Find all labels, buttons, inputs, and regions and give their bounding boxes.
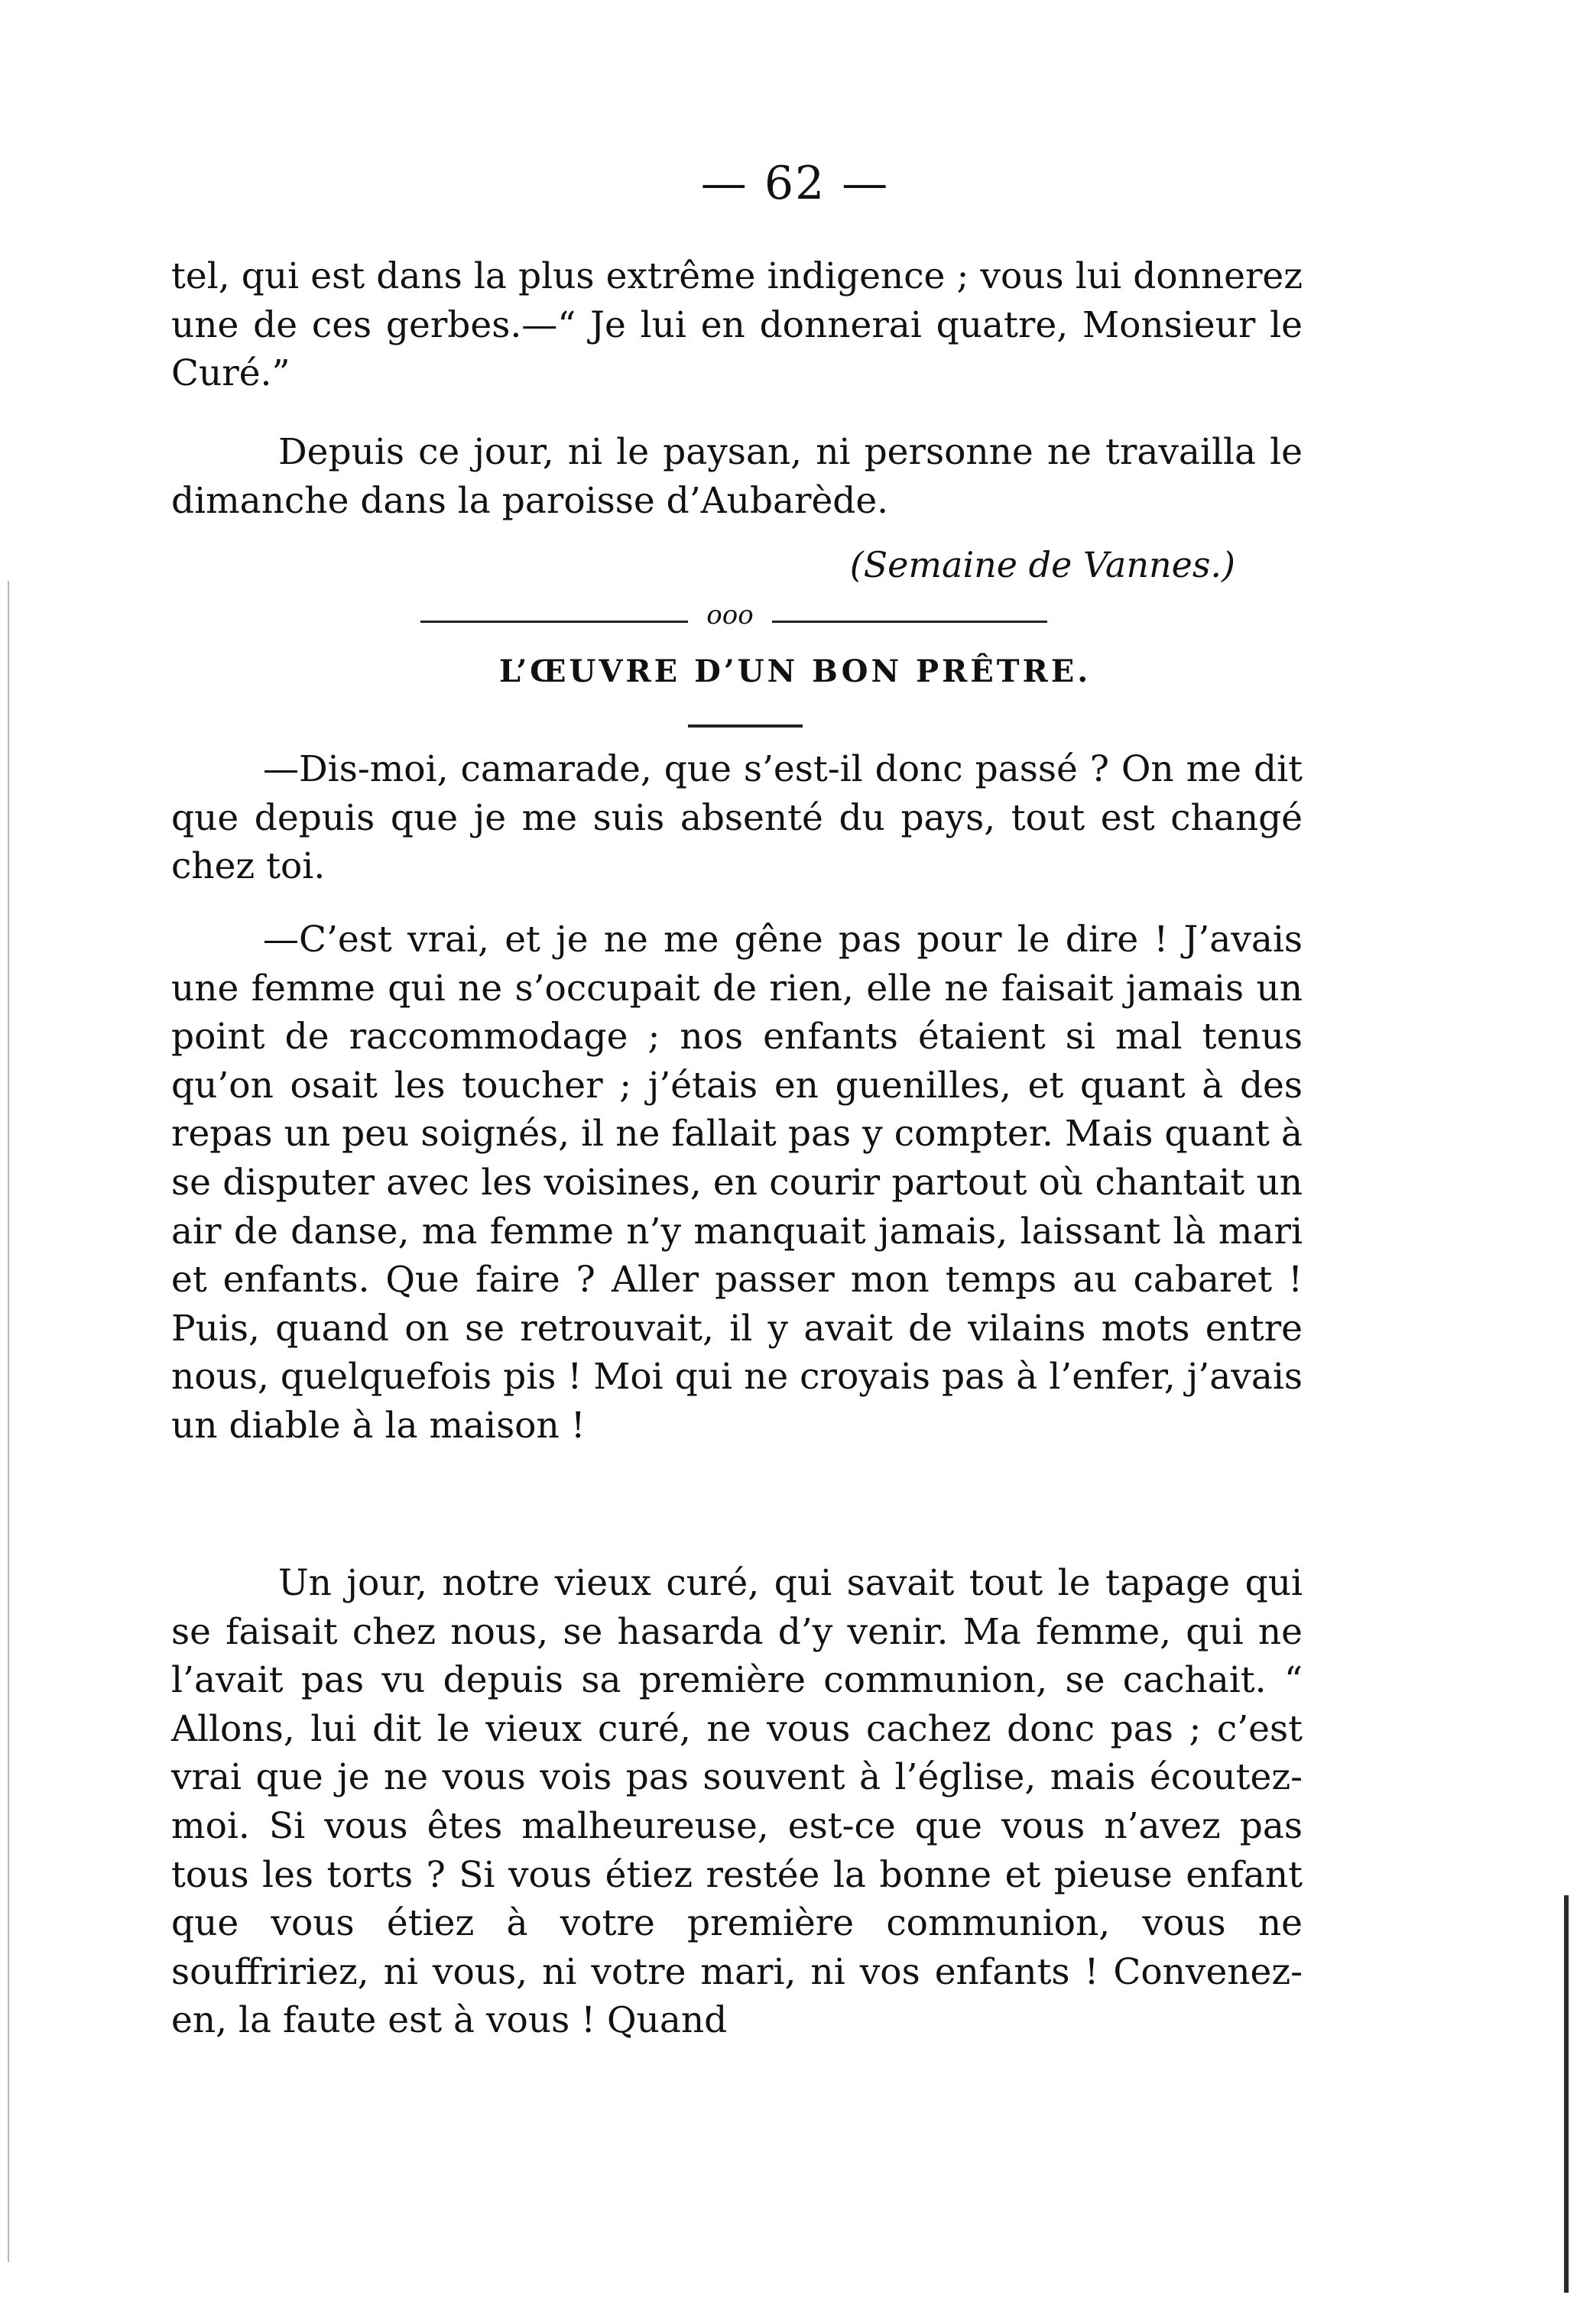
paragraph-conclusion: Depuis ce jour, ni le paysan, ni personne ne travailla le dimanche dans la paroisse d’Aubarède. [171,431,1303,522]
source-citation: (Semaine de Vannes.) [849,544,1235,585]
page-number: — 62 — [700,157,890,210]
title-underline [688,724,803,728]
scan-edge-shadow [1564,1895,1569,2293]
divider-ornament: ooo [688,600,772,630]
paragraph-continuation: tel, qui est dans la plus extrême indigence ; vous lui donnerez une de ces gerbes.—“ Je lui en donnerai quatre, Monsieur le Curé.” [171,255,1303,395]
narrative-paragraph: Un jour, notre vieux curé, qui savait tout le tapage qui se faisait chez nous, se hasarda d’y venir. Ma femme, qui ne l’avait pas vu depuis sa première communion, se cachait. “ Allons, lui dit le vieux curé, ne vous cachez donc pas ; c’est vrai que je ne vous vois pas souvent à l’église, mais écoutez-moi. Si vous êtes malheureuse, est-ce que vous n’avez pas tous les torts ? Si vous étiez restée la bonne et pieuse enfant que vous étiez à votre première communion, vous ne souffririez, ni vous, ni votre mari, ni vos enfants ! Convenez-en, la faute est à vous ! Quand [171,1562,1303,2042]
scan-edge-line [8,581,9,2262]
dialogue-question: —Dis-moi, camarade, que s’est-il donc passé ? On me dit que depuis que je me suis absenté du pays, tout est changé chez toi. [171,748,1303,888]
dialogue-answer: —C’est vrai, et je ne me gêne pas pour le dire ! J’avais une femme qui ne s’occupait de rien, elle ne faisait jamais un point de raccommodage ; nos enfants étaient si mal tenus qu’on osait les toucher ; j’étais en guenilles, et quant à des repas un peu soignés, il ne fallait pas y compter. Mais quant à se disputer avec les voisines, en courir partout où chantait un air de danse, ma femme n’y manquait jamais, laissant là mari et enfants. Que faire ? Aller passer mon temps au cabaret ! Puis, quand on se retrouvait, il y avait de vilains mots entre nous, quelquefois pis ! Moi qui ne croyais pas à l’enfer, j’avais un diable à la maison ! [171,919,1303,1447]
section-title: L’ŒUVRE D’UN BON PRÊTRE. [498,653,1092,689]
